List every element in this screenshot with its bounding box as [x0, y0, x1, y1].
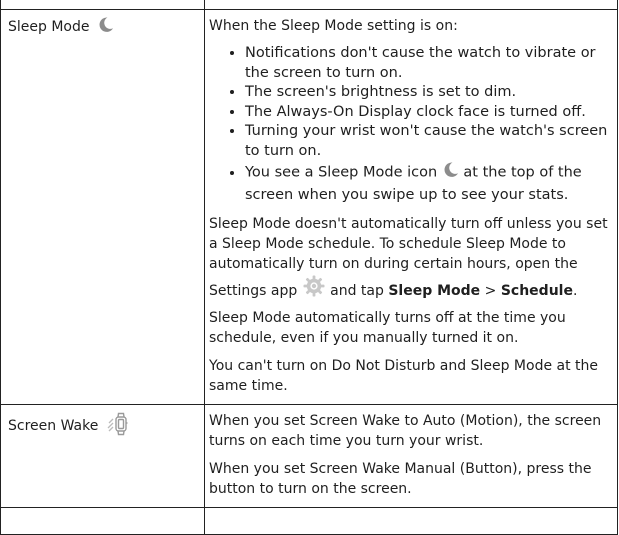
- sleep-mode-label-cell: [1, 10, 205, 405]
- screen-wake-auto-paragraph: When you set Screen Wake to Auto (Motion), the screen turns on each time you turn your wrist.: [209, 413, 602, 449]
- screen-wake-desc-cell: [205, 405, 618, 508]
- sleep-mode-dnd-note: You can't turn on Do Not Disturb and Sleep Mode at the same time.: [209, 358, 599, 394]
- bullet5-after: at the top of the screen when you swipe up to see your stats.: [245, 164, 582, 203]
- list-item: • Notifications don't cause the watch to vibrate or the screen to turn on.: [245, 44, 613, 83]
- sleep-mode-intro: When the Sleep Mode setting is on:: [209, 18, 458, 34]
- bullet5-before: You see a Sleep Mode icon: [245, 164, 438, 181]
- previous-desc-cell: [205, 0, 618, 10]
- moon-icon: [442, 161, 459, 184]
- screen-wake-icon: [106, 411, 130, 441]
- list-item: • The screen's brightness is set to dim.: [245, 83, 613, 103]
- schedule-menu-label: Schedule: [500, 283, 573, 299]
- table-row-screen-wake: [1, 405, 618, 508]
- screen-wake-manual-paragraph: When you set Screen Wake Manual (Button), press the button to turn on the screen.: [209, 461, 592, 497]
- sleep-mode-bullet-list: [209, 44, 613, 206]
- next-label-cell: [1, 508, 205, 535]
- menu-separator: >: [484, 283, 497, 299]
- sleep-mode-desc-cell: [205, 10, 618, 405]
- para2-text-3: . Sleep Mode automatically turns off at the time you schedule, even if you manually turned it on.: [209, 283, 578, 346]
- next-desc-cell: [205, 508, 618, 535]
- para2-text-1: Sleep Mode doesn't automatically turn off unless you set a Sleep Mode schedule. To schedule Sleep Mode to automatically turn on during certain hours, open the Settings app: [209, 216, 608, 299]
- table-row-previous: [1, 0, 618, 10]
- screen-wake-label-cell: [1, 405, 205, 508]
- para2-text-2: and tap: [330, 283, 384, 299]
- table-row-sleep-mode: [1, 10, 618, 405]
- table-row-next: [1, 508, 618, 535]
- sleep-mode-schedule-paragraph: [209, 214, 613, 348]
- sleep-mode-menu-label: Sleep Mode: [388, 283, 481, 299]
- list-item: • Turning your wrist won't cause the watch's screen to turn on.: [245, 122, 613, 161]
- list-item: • The Always-On Display clock face is turned off.: [245, 103, 613, 123]
- settings-gear-icon: [302, 274, 326, 308]
- screen-wake-label: Screen Wake: [8, 418, 99, 434]
- moon-icon: [97, 16, 114, 37]
- list-item: [245, 161, 613, 206]
- previous-label-cell: [1, 0, 205, 10]
- sleep-mode-label: Sleep Mode: [8, 18, 90, 35]
